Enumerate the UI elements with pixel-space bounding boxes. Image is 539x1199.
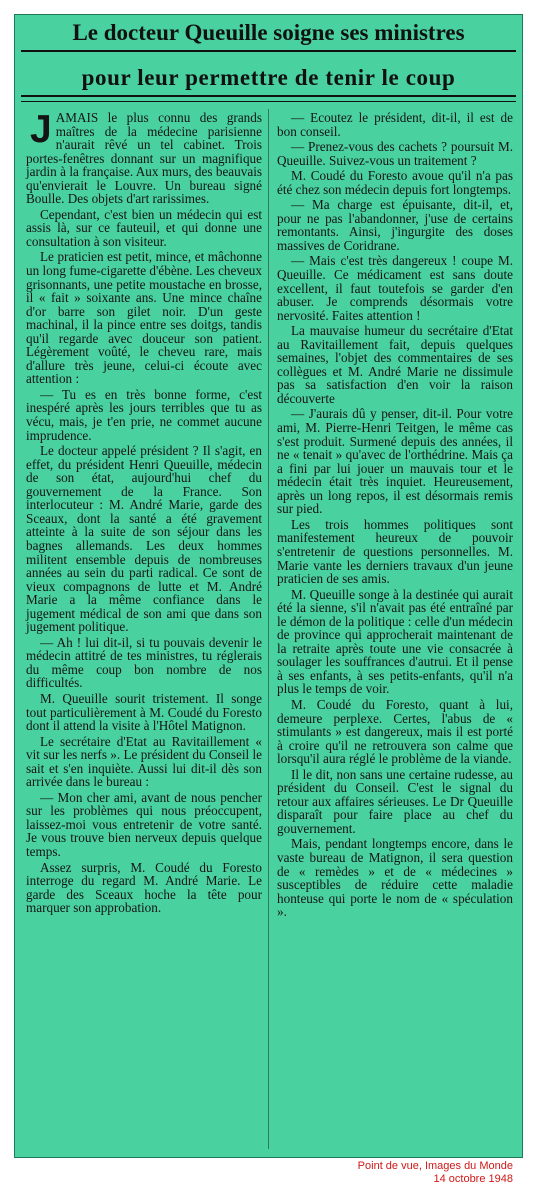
paragraph: — Mais c'est très dangereux ! coupe M. Queuille. Ce médicament est sans doute excellent, il faut toutefois se garder d'en abuser. Je comprends désormais votre nervosité. Faites attention ! (277, 253, 513, 323)
headline-line-1: Le docteur Queuille soigne ses ministres (72, 20, 465, 45)
drop-cap: J (30, 108, 52, 151)
paragraph: Le secrétaire d'Etat au Ravitaillement « vit sur les nerfs ». Le président du Conseil le sait et s'en inquiète. Aussi lui dit-il dès son arrivée dans le bureau : (26, 733, 262, 790)
paragraph: — Mon cher ami, avant de nous pencher sur les problèmes qui nous préoccupent, laissez-moi vous entretenir de votre santé. Je vous trouve bien nerveux depuis quelque temps. (26, 789, 262, 859)
paragraph: Le praticien est petit, mince, et mâchonne un long fume-cigarette d'ébène. Les cheveux grisonnants, une petite moustache en brosse, il « fait » soixante ans. Une mince chaîne d'or barre son gilet noir. D'un geste machinal, il la pince entre ses doitgs, tandis qu'il regarde avec douceur son patient. Légèrement voûté, le cheveu rare, mais d'allure très jeune, celui-ci écoute avec attention : (26, 249, 262, 387)
credit-source: Point de vue, Images du Monde (357, 1160, 513, 1172)
paragraph: — Prenez-vous des cachets ? poursuit M. Queuille. Suivez-vous un traitement ? (277, 139, 513, 168)
paragraph: M. Queuille sourit tristement. Il songe tout particulièrement à M. Coudé du Foresto dont il attend la visite à l'Hôtel Matignon. (26, 690, 262, 734)
paragraph-text: AMAIS le plus connu des grands maîtres de la médecine parisienne n'aurait rêvé un tel cabinet. Trois portes-fenêtres donnant sur un magnifique jardin à la française. Aux murs, des beauvais qu'envierait le Louvre. Un bureau signé Boulle. Des objets d'art rarissimes. (26, 110, 262, 207)
article-column-left (26, 108, 262, 917)
paragraph: Le docteur appelé président ? Il s'agit, en effet, du président Henri Queuille, médecin de son état, aujourd'hui chef du gouvernement de la France. Son interlocuteur : M. André Marie, garde des Sceaux, dont la santé a été gravement atteinte à la suite de son séjour dans les bagnes allemands. Les deux hommes militent ensemble depuis de nombreuses années au sein du parti radical. Ce sont de vieux compagnons de lutte et M. André Marie a la même confiance dans le jugement médical de son ami que dans son jugement politique. (26, 443, 262, 635)
source-credit (358, 1160, 513, 1186)
column-divider (268, 109, 269, 1149)
newspaper-clipping (14, 14, 523, 1158)
paragraph: Il le dit, non sans une certaine rudesse, au président du Conseil. C'est le signal du retour aux affaires sérieuses. Le Dr Queuille disparaît pour faire place au chef du gouvernement. (277, 766, 513, 836)
paragraph: — Ma charge est épuisante, dit-il, et, pour ne pas l'abandonner, j'use de certains remontants. Ainsi, j'ingurgite des doses massives de Coridrane. (277, 197, 513, 253)
paragraph (26, 108, 262, 207)
paragraph: Cependant, c'est bien un médecin qui est assis là, sur ce fauteuil, et qui donne une consultation à son visiteur. (26, 206, 262, 249)
paragraph: Les trois hommes politiques sont manifestement heureux de pouvoir s'entretenir de questions personnelles. M. Marie vante les derniers travaux d'un jeune praticien de ses amis. (277, 516, 513, 587)
headline-line-2: pour leur permettre de tenir le coup (81, 65, 456, 90)
credit-date: 14 octobre 1948 (433, 1173, 513, 1185)
paragraph: Assez surpris, M. Coudé du Foresto interroge du regard M. André Marie. Le garde des Sceaux hoche la tête pour marquer son approbation. (26, 859, 262, 916)
paragraph: — Ah ! lui dit-il, si tu pouvais devenir le médecin attitré de tes ministres, tu réglerais du même coup bon nombre de nos difficultés. (26, 634, 262, 691)
paragraph: — Ecoutez le président, dit-il, il est de bon conseil. (277, 110, 513, 139)
headline-underline (21, 95, 516, 97)
paragraph: — J'aurais dû y penser, dit-il. Pour votre ami, M. Pierre-Henri Teitgen, le même cas s'est produit. Surmené depuis des années, il ne « tenait » qu'avec de l'orthédrine. Mais ça a fini par lui jouer un mauvais tour et le médecin était très inquiet. Heureusement, après un long repos, il est désormais remis sur pied. (277, 406, 513, 517)
headline-underline-thin (21, 101, 516, 102)
paragraph: M. Coudé du Foresto, quant à lui, demeure perplexe. Certes, l'abus de « stimulants » est dangereux, mais il est porté à croire qu'il ne retrouvera son calme que lorsqu'il aura réglé le problème de la viande. (277, 696, 513, 767)
headline-divider (21, 50, 516, 52)
headline (21, 19, 516, 91)
paragraph: — Tu es en très bonne forme, c'est inespéré après les jours terribles que tu as vécu, mais, je t'en prie, ne commet aucune imprudence. (26, 386, 262, 443)
paragraph: M. Coudé du Foresto avoue qu'il n'a pas été chez son médecin depuis fort longtemps. (277, 168, 513, 197)
article-column-right (277, 111, 513, 921)
paragraph: La mauvaise humeur du secrétaire d'Etat au Ravitaillement fait, depuis quelques semaines, l'objet des commentaires de ses collègues et M. André Marie ne dissimule pas sa satisfaction d'en voir la raison découverte (277, 323, 513, 406)
paragraph: Mais, pendant longtemps encore, dans le vaste bureau de Matignon, il sera question de « remèdes » et de « médecines » susceptibles de réduire cette maladie honteuse qui porte le nom de « spéculation ». (277, 836, 513, 920)
paragraph: M. Queuille songe à la destinée qui aurait été la sienne, s'il n'avait pas été entraîné par le démon de la politique : celle d'un médecin de province qui approcherait maintenant de la retraite après toute une vie consacrée à soulager les souffrances d'autrui. Et il pense à ses enfants, à ses petits-enfants, qu'il n'a plus le temps de voir. (277, 586, 514, 697)
